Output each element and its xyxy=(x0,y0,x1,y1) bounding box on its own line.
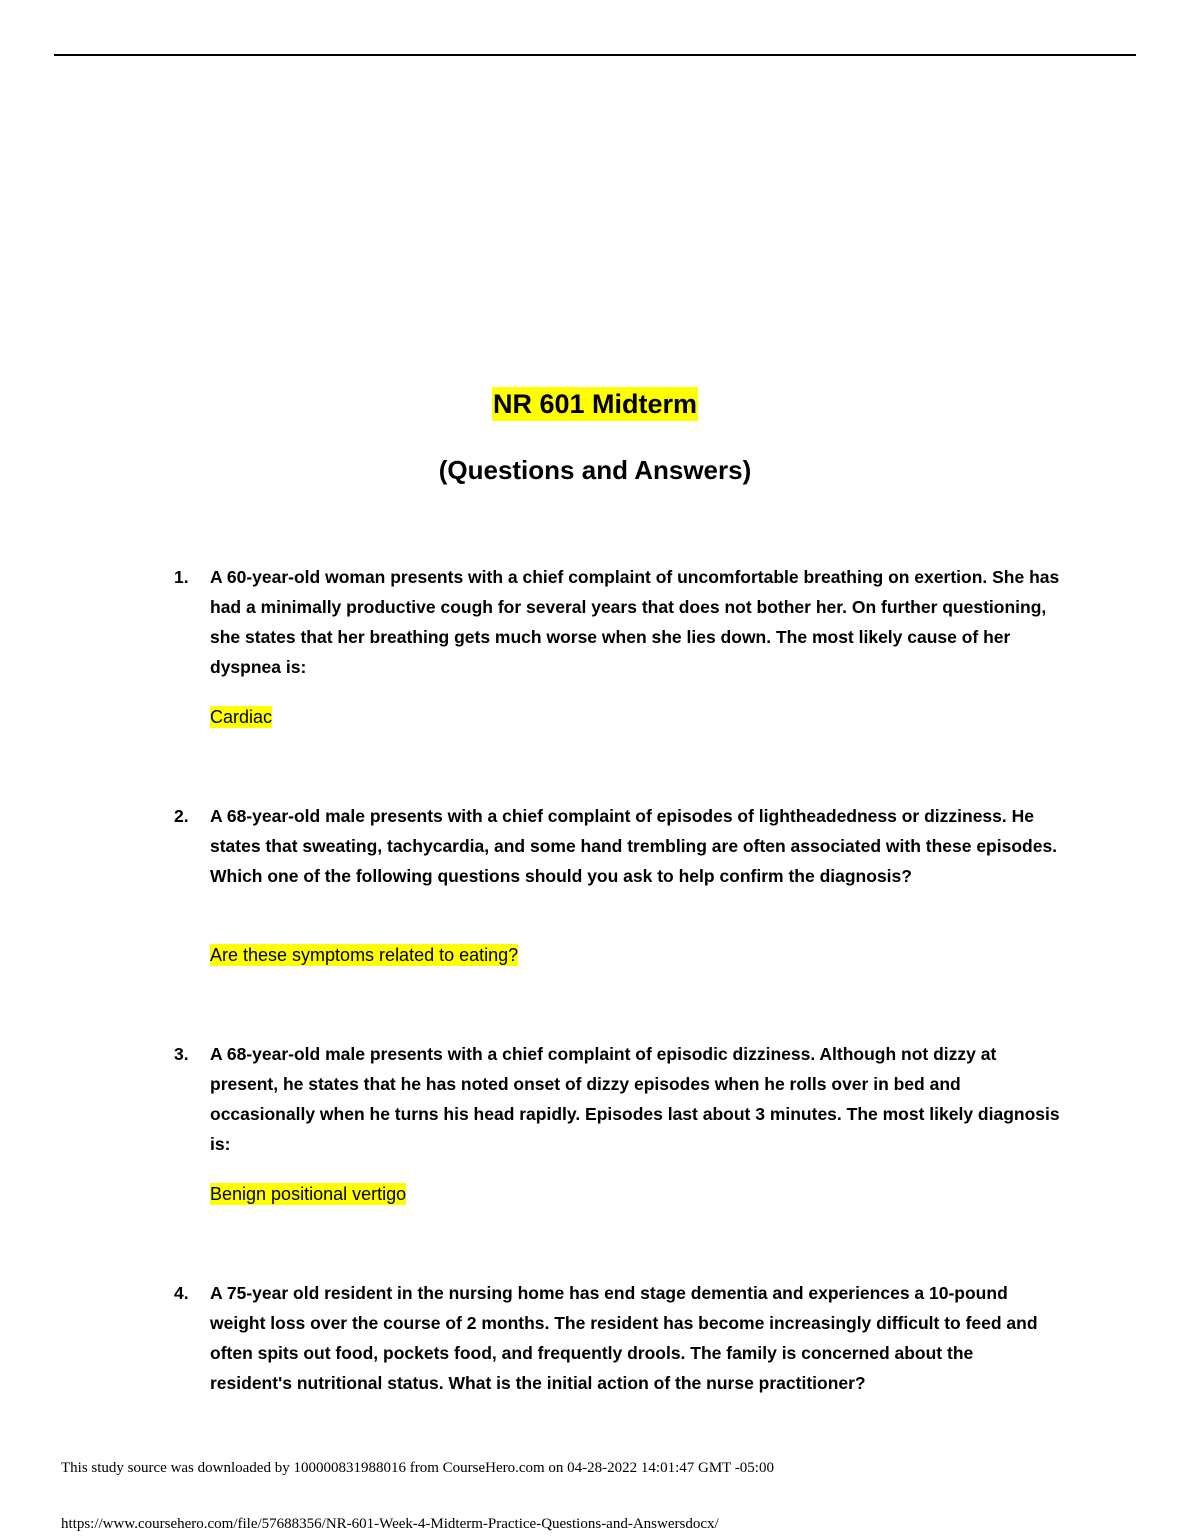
answer xyxy=(210,943,518,967)
answer-text: Benign positional vertigo xyxy=(210,1184,407,1204)
answer xyxy=(210,1182,406,1206)
answer-text: Cardiac xyxy=(210,707,273,727)
question-text: A 68-year-old male presents with a chief complaint of episodes of lightheadedness or dizziness. He states that sweating, tachycardia, and some hand trembling are often associated with these episodes. Which one of the following questions should you ask to help confirm the diagnosis? xyxy=(210,806,1058,886)
question-number: 1. xyxy=(174,567,189,587)
source-url[interactable]: https://www.coursehero.com/file/57688356/NR-601-Week-4-Midterm-Practice-Questions-and-Answersdocx/ xyxy=(61,1516,719,1532)
answer xyxy=(210,705,272,729)
question-text: A 68-year-old male presents with a chief complaint of episodic dizziness. Although not dizzy at present, he states that he has noted onset of dizzy episodes when he rolls over in bed and occasionally when he turns his head rapidly. Episodes last about 3 minutes. The most likely diagnosis is: xyxy=(210,1044,1060,1154)
header-rule xyxy=(54,54,1136,56)
document-title xyxy=(0,389,1190,420)
question-number: 2. xyxy=(174,806,189,826)
question-text: A 75-year old resident in the nursing home has end stage dementia and experiences a 10-pound weight loss over the course of 2 months. The resident has become increasingly difficult to feed and often spits out food, pockets food, and frequently drools. The family is concerned about the resident's nutritional status. What is the initial action of the nurse practitioner? xyxy=(210,1283,1038,1393)
download-notice: This study source was downloaded by 100000831988016 from CourseHero.com on 04-28-2022 14:01:47 GMT -05:00 xyxy=(61,1460,774,1476)
question-number: 3. xyxy=(174,1044,189,1064)
document-subtitle: (Questions and Answers) xyxy=(438,455,752,485)
document-title-text: NR 601 Midterm xyxy=(492,389,698,419)
answer-text: Are these symptoms related to eating? xyxy=(210,945,519,965)
question-text: A 60-year-old woman presents with a chief complaint of uncomfortable breathing on exertion. She has had a minimally productive cough for several years that does not bother her. On further questioning, she states that her breathing gets much worse when she lies down. The most likely cause of her dyspnea is: xyxy=(210,567,1060,677)
question-number: 4. xyxy=(174,1283,189,1303)
